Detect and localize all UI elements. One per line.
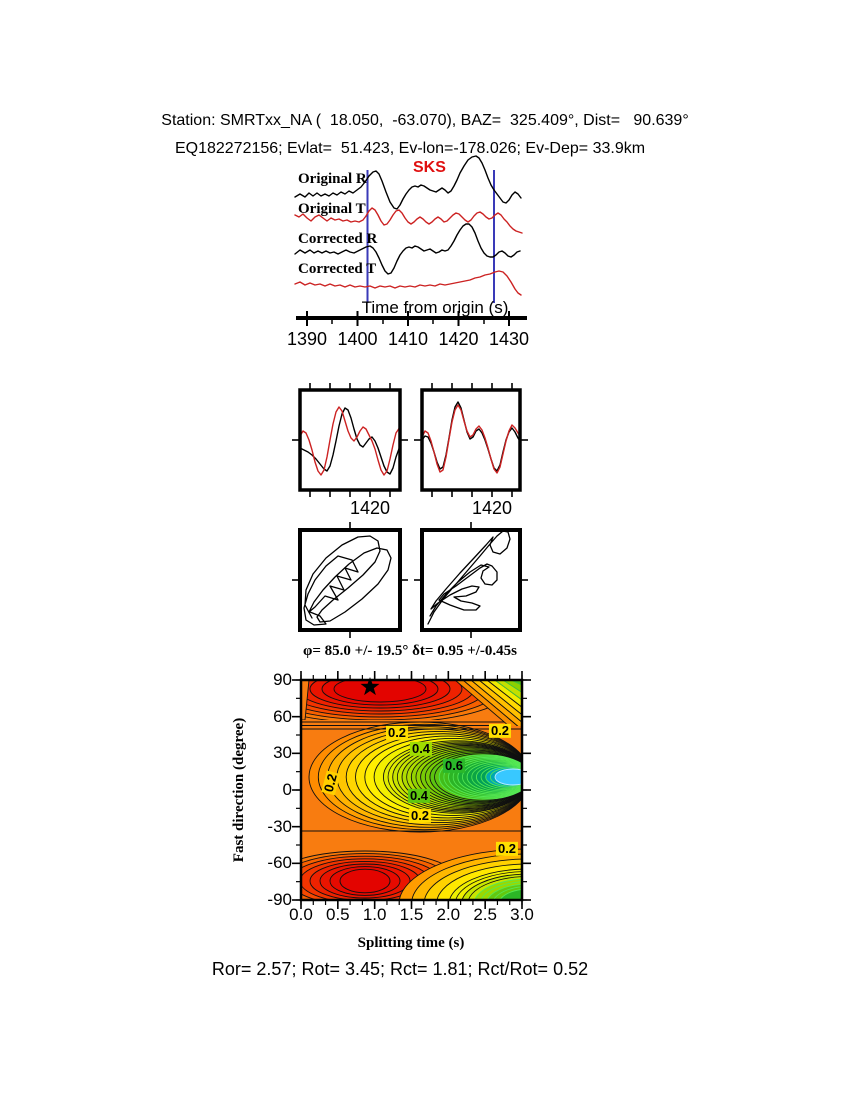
time-tick-label: 1420 bbox=[438, 329, 479, 349]
contour-xtick-label: 2.0 bbox=[436, 905, 461, 924]
contour-ytick-label: -90 bbox=[267, 890, 292, 909]
contour-level-label: 0.2 bbox=[410, 807, 430, 823]
particle-box-right bbox=[414, 522, 528, 638]
particle-motion-path bbox=[428, 531, 510, 624]
time-tick-label: 1410 bbox=[387, 329, 429, 349]
contour-ytick-label: -60 bbox=[267, 853, 292, 873]
station-line: Station: SMRTxx_NA ( 18.050, -63.070), BAZ= 325.409°, Dist= 90.639° bbox=[161, 112, 689, 129]
contour-xtick-label: 2.5 bbox=[473, 905, 497, 924]
splitting-result-title: φ= 85.0 +/- 19.5° δt= 0.95 +/-0.45s bbox=[303, 643, 517, 659]
contour-xtick-label: 3.0 bbox=[510, 905, 534, 924]
contour-xtick-label: 0.0 bbox=[289, 905, 313, 924]
trace-label-corrected-t: Corrected T bbox=[298, 261, 377, 277]
contour-ytick-label: 0 bbox=[282, 780, 292, 799]
quality-footer: Ror= 2.57; Rot= 3.45; Rct= 1.81; Rct/Rot= 0.52 bbox=[211, 959, 589, 979]
comparison-box-left bbox=[292, 383, 408, 497]
trace-label-original-r: Original R bbox=[298, 171, 367, 187]
contour-xlabel: Splitting time (s) bbox=[357, 935, 465, 951]
box-frame bbox=[300, 390, 400, 490]
contour-xtick-label: 1.0 bbox=[362, 905, 387, 924]
contour-ytick-label: 90 bbox=[273, 670, 292, 689]
contour-ytick-label: 60 bbox=[273, 706, 292, 726]
contour-xtick-label: 0.5 bbox=[326, 905, 350, 924]
particle-motion-path bbox=[304, 536, 391, 625]
sks-phase-label: SKS bbox=[413, 159, 446, 176]
comparison-box-right bbox=[414, 383, 528, 497]
contour-level-label: 0.4 bbox=[411, 740, 431, 756]
contour-ytick-label: -30 bbox=[267, 816, 292, 836]
contour-level-label: 0.6 bbox=[444, 757, 464, 773]
time-tick-label: 1390 bbox=[286, 329, 328, 349]
trace-label-original-t: Original T bbox=[298, 201, 366, 217]
contour-level-label: 0.2 bbox=[497, 840, 517, 856]
contour-ytick-label: 30 bbox=[273, 743, 292, 763]
time-axis-label: Time from origin (s) bbox=[361, 298, 509, 317]
contour-level-label: 0.2 bbox=[490, 722, 510, 738]
time-tick-label: 1400 bbox=[337, 329, 378, 349]
contour-level-label: 0.4 bbox=[409, 787, 429, 803]
particle-box-left bbox=[292, 522, 408, 638]
box-frame bbox=[422, 530, 520, 630]
window-tick-label-right: 1420 bbox=[471, 498, 513, 518]
contour-xtick-label: 1.5 bbox=[399, 905, 424, 924]
trace-label-corrected-r: Corrected R bbox=[298, 231, 378, 247]
contour-level-label: 0.2 bbox=[387, 724, 407, 740]
window-tick-label-left: 1420 bbox=[349, 498, 391, 518]
time-tick-label: 1430 bbox=[488, 329, 530, 349]
contour-ylabel: Fast direction (degree) bbox=[231, 717, 248, 863]
contour-level-label: 0.2 bbox=[321, 770, 341, 795]
event-line: EQ182272156; Evlat= 51.423, Ev-lon=-178.026; Ev-Dep= 33.9km bbox=[174, 140, 646, 157]
